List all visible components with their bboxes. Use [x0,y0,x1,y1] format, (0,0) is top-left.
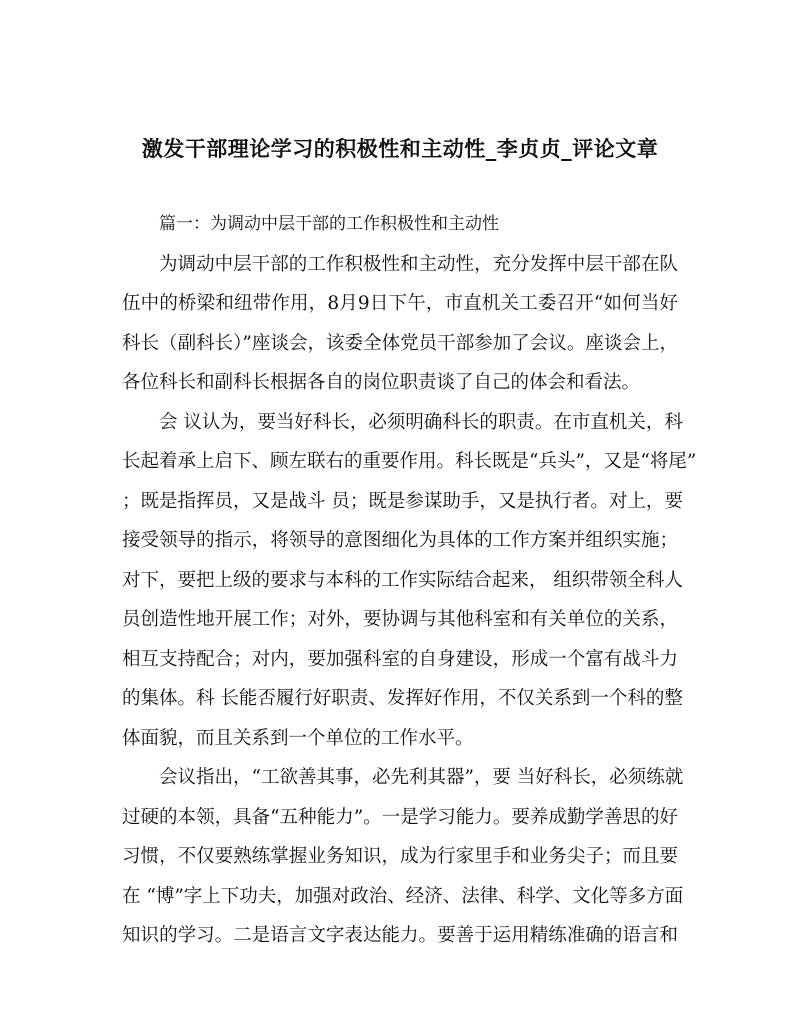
paragraph-line: 伍中的桥梁和纽带作用，8月9日下午，市直机关工委召开“如何当好 [122,293,678,314]
paragraph-line: 过硬的本领，具备“五种能力”。一是学习能力。要养成勤学善思的好 [122,806,678,828]
paragraph-line: 为调动中层干部的工作积极性和主动性，充分发挥中层干部在队 [159,253,678,275]
paragraph-line: 习惯，不仅要熟练掌握业务知识，成为行家里手和业务尖子；而且要 [122,846,678,867]
paragraph-line: 的集体。科 长能否履行好职责、发挥好作用，不仅关系到一个科的整 [122,688,683,709]
paragraph-line: 员创造性地开展工作；对外，要协调与其他科室和有关单位的关系， [122,609,678,630]
paragraph-line: 长起着承上启下、顾左联右的重要作用。科长既是“兵头”，又是“将尾” [122,451,697,472]
paragraph-line: 在 “博”字上下功夫，加强对政治、经济、法律、科学、文化等多方面 [122,885,684,907]
paragraph-line: 相互支持配合；对内，要加强科室的自身建设，形成一个富有战斗力 [122,648,678,670]
section-heading: 篇一：为调动中层干部的工作积极性和主动性 [159,214,499,234]
paragraph-line: 知识的学习。二是语言文字表达能力。要善于运用精练准确的语言和 [122,925,678,946]
paragraph-line: 接受领导的指示，将领导的意图细化为具体的工作方案并组织实施； [122,530,678,551]
paragraph-line: ；既是指挥员，又是战斗 员；既是参谋助手，又是执行者。对上，要 [122,490,683,512]
document-body [122,205,697,956]
paragraph-line: 会 议认为，要当好科长，必须明确科长的职责。在市直机关，科 [159,411,683,433]
paragraph-line: 会议指出，“工欲善其事，必先利其器”，要 当好科长，必须练就 [159,767,684,788]
paragraph-line: 体面貌，而且关系到一个单位的工作水平。 [122,727,474,749]
paragraph-line: 对下，要把上级的要求与本科的工作实际结合起来， 组织带领全科人 [122,569,683,591]
paragraph-line: 各位科长和副科长根据各自的岗位职责谈了自己的体会和看法。 [122,372,641,393]
document-title: 激发干部理论学习的积极性和主动性_李贞贞_评论文章 [141,137,659,161]
paragraph-line: 科长（副科长）”座谈会，该委全体党员干部参加了会议。座谈会上， [122,332,678,354]
